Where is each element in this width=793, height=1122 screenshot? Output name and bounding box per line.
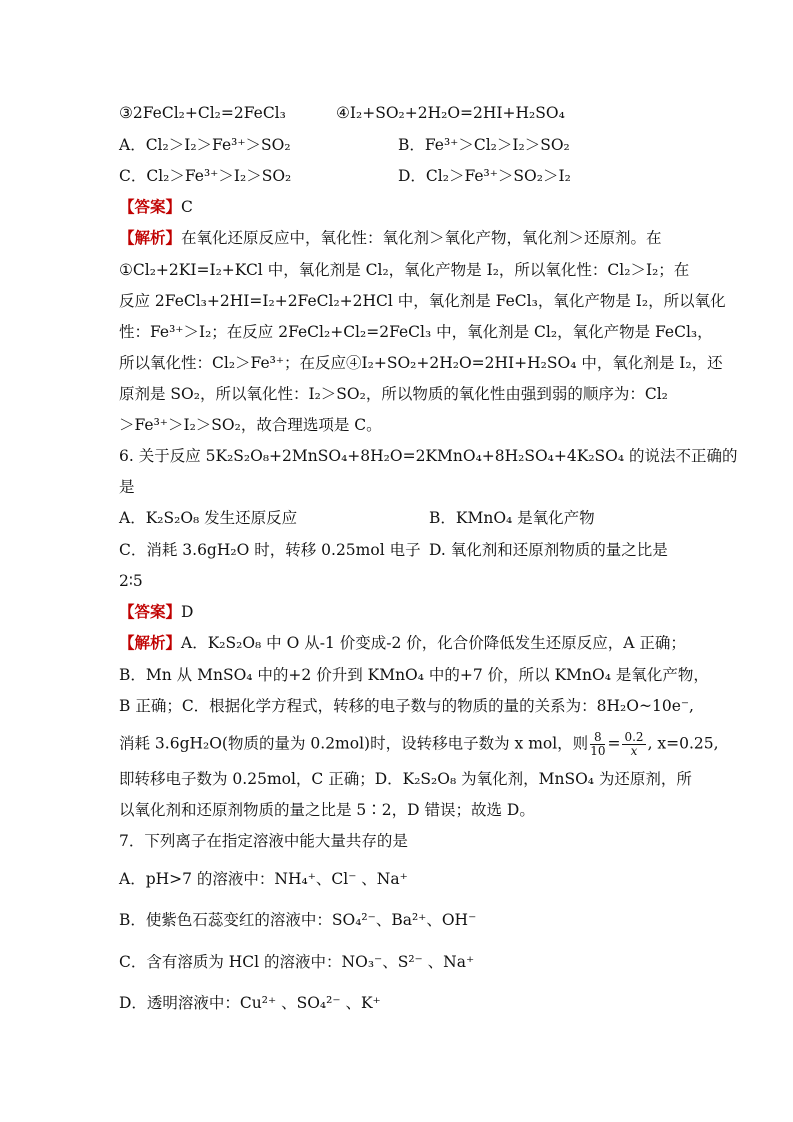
q5-analysis-line-6: 原剂是 SO₂，所以氧化性：I₂＞SO₂，所以物质的氧化性由强到弱的顺序为：Cl₂: [119, 385, 668, 403]
q6-analysis-line-3: B 正确；C．根据化学方程式，转移的电子数与的物质的量的关系为：8H₂O~10e⁻,: [119, 697, 694, 715]
q5-analysis-line-5: 所以氧化性：Cl₂＞Fe³⁺；在反应④I₂+SO₂+2H₂O=2HI+H₂SO₄ 中，氧化剂是 I₂，还: [119, 354, 723, 372]
analysis-tag: 【解析】: [119, 228, 182, 247]
fraction-0.2-over-x: [622, 731, 645, 758]
analysis-tag: 【解析】: [119, 633, 182, 652]
q6-option-d: D. 氧化剂和还原剂物质的量之比是: [429, 541, 668, 559]
q6-analysis-line-2: B．Mn 从 MnSO₄ 中的+2 价升到 KMnO₄ 中的+7 价，所以 KMnO₄ 是氧化产物，: [119, 666, 709, 684]
q6-analysis-line-1: [119, 633, 686, 653]
q7-option-a: A．pH>7 的溶液中：NH₄⁺、Cl⁻ 、Na⁺: [119, 870, 408, 888]
q5-option-d: D．Cl₂＞Fe³⁺＞SO₂＞I₂: [398, 167, 571, 185]
answer-value: C: [181, 198, 193, 216]
q6-analysis-line-4: [119, 731, 719, 758]
q6-analysis-line-5: 即转移电子数为 0.25mol，C 正确；D．K₂S₂O₈ 为氧化剂，MnSO₄ 为还原剂，所: [119, 770, 692, 788]
fraction-numerator: 0.2: [624, 730, 644, 744]
q5-option-a: A．Cl₂＞I₂＞Fe³⁺＞SO₂: [119, 136, 291, 154]
q5-answer: [119, 197, 193, 217]
q7-option-d: D．透明溶液中：Cu²⁺ 、SO₄²⁻ 、K⁺: [119, 994, 381, 1012]
q6-option-a: A．K₂S₂O₈ 发生还原反应: [119, 509, 298, 527]
q6-option-c: C．消耗 3.6gH₂O 时，转移 0.25mol 电子: [119, 541, 421, 559]
fraction-denominator: 10: [590, 744, 606, 758]
q5-analysis-line-4: 性：Fe³⁺＞I₂；在反应 2FeCl₂+Cl₂=2FeCl₃ 中，氧化剂是 Cl₂，氧化产物是 FeCl₃，: [119, 323, 713, 341]
q6-stem-line-1: 6. 关于反应 5K₂S₂O₈+2MnSO₄+8H₂O=2KMnO₄+8H₂SO₄+4K₂SO₄ 的说法不正确的: [119, 447, 738, 465]
analysis-text: A．K₂S₂O₈ 中 O 从-1 价变成-2 价，化合价降低发生还原反应，A 正确；: [181, 634, 686, 652]
q5-analysis-line-3: 反应 2FeCl₃+2HI=I₂+2FeCl₂+2HCl 中，氧化剂是 FeCl₃，氧化产物是 I₂，所以氧化: [119, 292, 726, 310]
answer-value: D: [181, 603, 194, 621]
q5-analysis-line-7: ＞Fe³⁺＞I₂＞SO₂，故合理选项是 C。: [119, 416, 382, 434]
q7-option-b: B．使紫色石蕊变红的溶液中：SO₄²⁻、Ba²⁺、OH⁻: [119, 911, 477, 929]
q5-analysis-line-1: [119, 228, 662, 248]
q6-stem-line-2: 是: [119, 478, 135, 496]
analysis-text: 消耗 3.6gH₂O(物质的量为 0.2mol)时，设转移电子数为 x mol，则: [119, 734, 589, 753]
q6-option-b: B．KMnO₄ 是氧化产物: [429, 509, 595, 527]
analysis-text: , x=0.25,: [647, 734, 719, 753]
q6-option-d-continued: 2∶5: [119, 572, 143, 590]
q5-option-c: C．Cl₂＞Fe³⁺＞I₂＞SO₂: [119, 167, 292, 185]
analysis-text: 在氧化还原反应中，氧化性：氧化剂＞氧化产物，氧化剂＞还原剂。在: [181, 229, 662, 247]
fraction-8-over-10: [590, 731, 605, 758]
q5-analysis-line-2: ①Cl₂+2KI=I₂+KCl 中，氧化剂是 Cl₂，氧化产物是 I₂，所以氧化性：Cl₂＞I₂；在: [119, 261, 690, 279]
equals-sign: =: [607, 734, 621, 753]
q7-stem: 7．下列离子在指定溶液中能大量共存的是: [119, 832, 408, 850]
q5-option-b: B．Fe³⁺＞Cl₂＞I₂＞SO₂: [398, 136, 570, 154]
q6-answer: [119, 602, 193, 622]
fraction-denominator: x: [630, 744, 638, 758]
q6-analysis-line-6: 以氧化剂和还原剂物质的量之比是 5∶2，D 错误；故选 D。: [119, 801, 535, 819]
fraction-numerator: 8: [590, 731, 605, 745]
q5-equation-4: ④I₂+SO₂+2H₂O=2HI+H₂SO₄: [336, 104, 565, 122]
q7-option-c: C．含有溶质为 HCl 的溶液中：NO₃⁻、S²⁻ 、Na⁺: [119, 953, 475, 971]
q5-equation-3: ③2FeCl₂+Cl₂=2FeCl₃: [119, 104, 286, 122]
answer-tag: 【答案】: [119, 602, 182, 621]
answer-tag: 【答案】: [119, 197, 182, 216]
